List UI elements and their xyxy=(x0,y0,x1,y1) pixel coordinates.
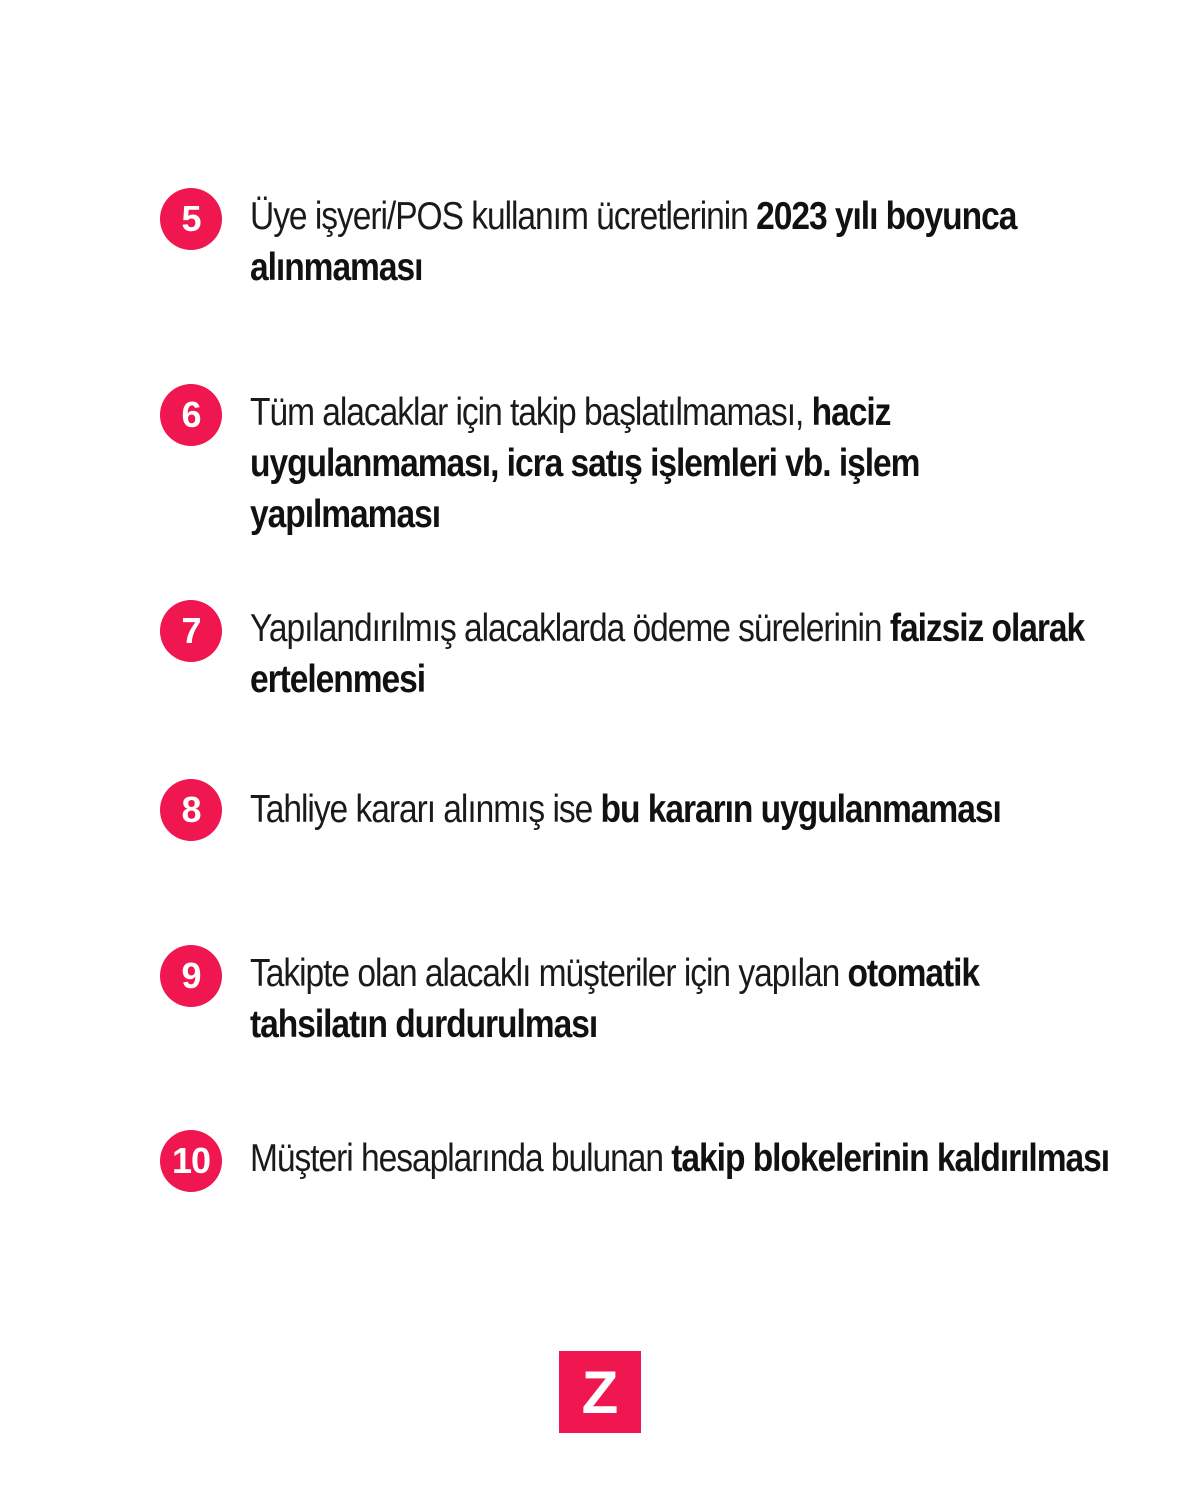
list-item-text-5 xyxy=(250,191,1110,293)
item-text-bold: otomatik tahsilatın durdurulması xyxy=(250,952,980,1046)
item-text-normal: Tahliye kararı alınmış ise xyxy=(250,788,601,831)
number-badge-6: 6 xyxy=(160,384,222,446)
item-text-bold: 2023 yılı boyunca alınmaması xyxy=(250,195,1017,289)
number-badge-5: 5 xyxy=(160,188,222,250)
list-item-text-9 xyxy=(250,948,1110,1050)
number-badge-7: 7 xyxy=(160,600,222,662)
number-badge-9: 9 xyxy=(160,945,222,1007)
item-text-normal: Üye işyeri/POS kullanım ücretlerinin xyxy=(250,195,757,238)
number-badge-10: 10 xyxy=(160,1130,222,1192)
list-item-text-8 xyxy=(250,784,1110,835)
item-text-normal: Müşteri hesaplarında bulunan xyxy=(250,1137,672,1180)
item-text-bold: haciz uygulanmaması, icra satış işlemleri vb. işlem yapılmaması xyxy=(250,391,920,536)
item-text-bold: bu kararın uygulanmaması xyxy=(600,788,1001,831)
item-text-bold: faizsiz olarak ertelenmesi xyxy=(250,607,1085,701)
list-item-text-10 xyxy=(250,1133,1110,1184)
list-item-text-7 xyxy=(250,603,1110,705)
item-text-normal: Takipte olan alacaklı müşteriler için yapılan xyxy=(250,952,848,995)
item-text-normal: Tüm alacaklar için takip başlatılmaması, xyxy=(250,391,812,434)
brand-logo xyxy=(559,1351,641,1433)
brand-logo-letter: Z xyxy=(581,1359,619,1426)
list-item-text-6 xyxy=(250,387,1110,540)
item-text-bold: takip blokelerinin kaldırılması xyxy=(671,1137,1110,1180)
number-badge-8: 8 xyxy=(160,779,222,841)
item-text-normal: Yapılandırılmış alacaklarda ödeme sürelerinin xyxy=(250,607,890,650)
